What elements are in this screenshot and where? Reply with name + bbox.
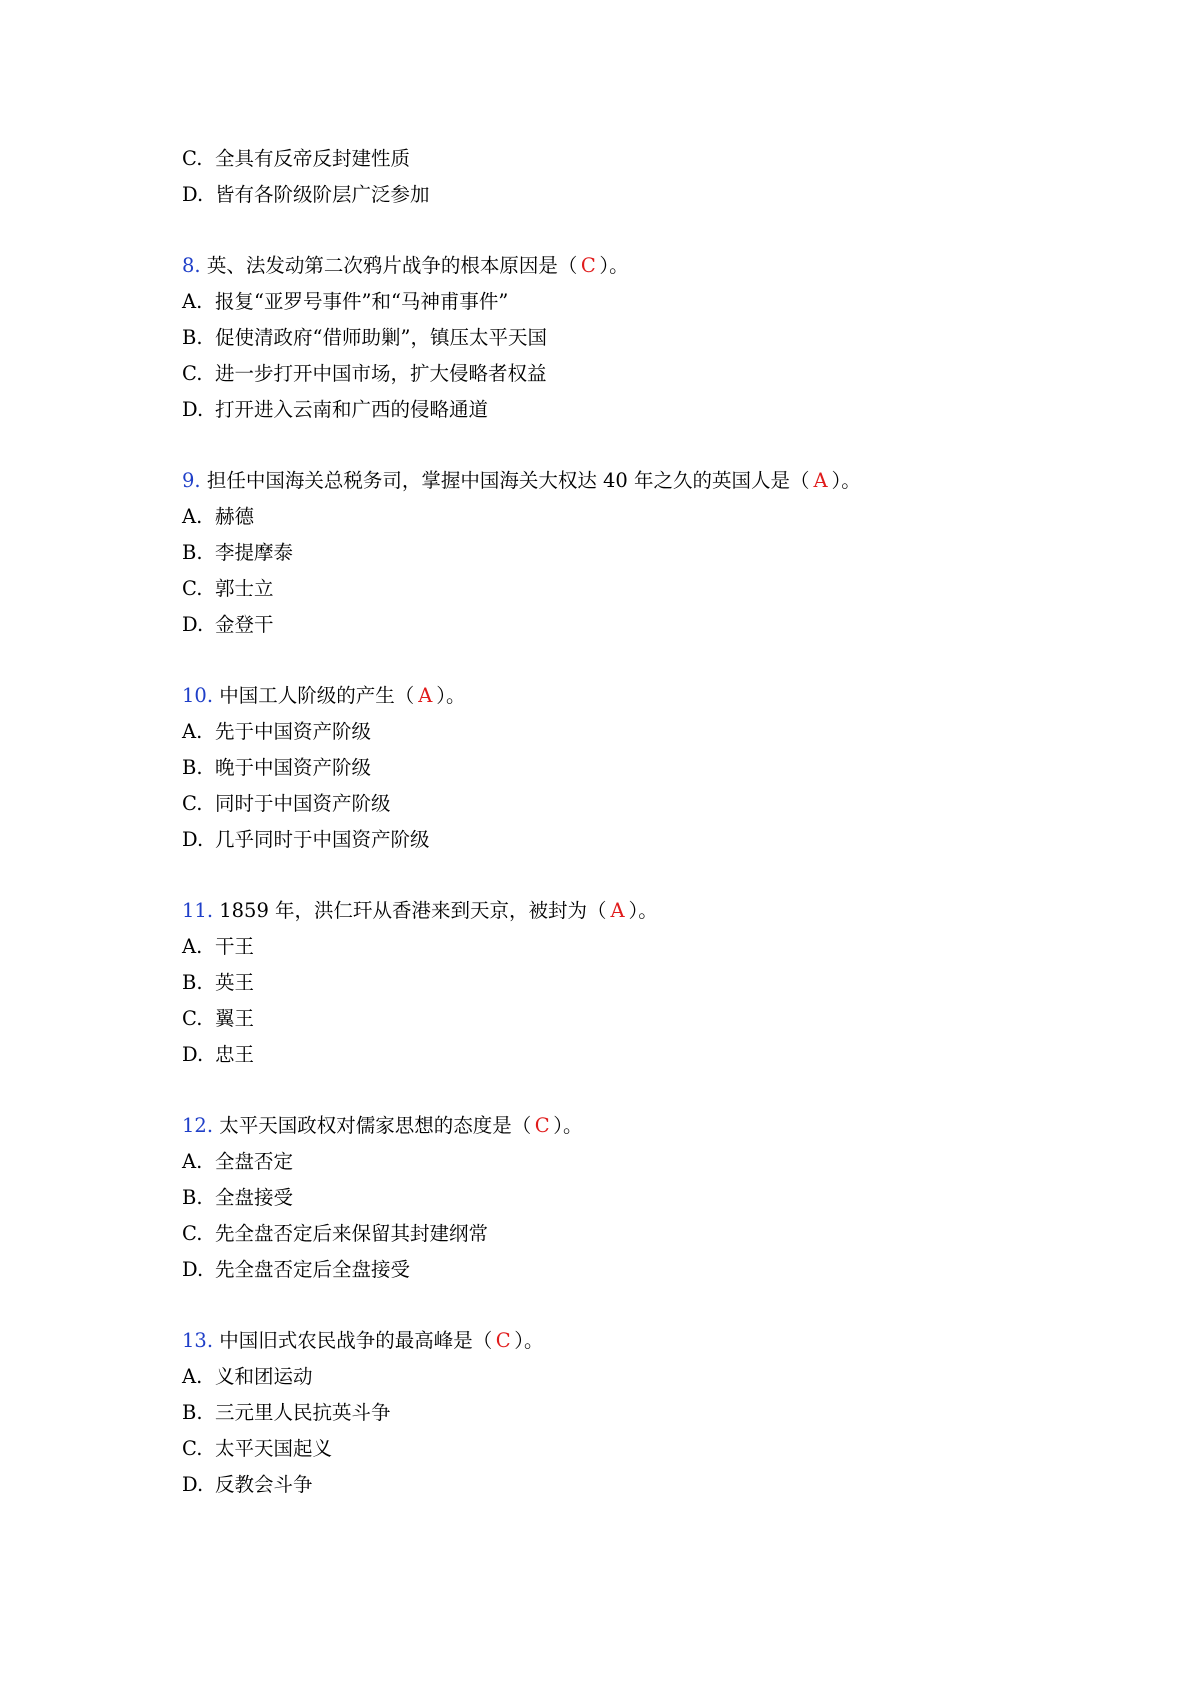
option-text: 全盘否定 — [215, 1150, 294, 1173]
option-b — [182, 1395, 1082, 1431]
question-11 — [182, 893, 1082, 1073]
option-label: C. — [182, 1222, 203, 1245]
option-d — [182, 1467, 1082, 1503]
option-text: 打开进入云南和广西的侵略通道 — [215, 398, 489, 421]
question-10 — [182, 678, 1082, 858]
option-label: B. — [182, 756, 203, 779]
question-number: 13. — [182, 1329, 214, 1352]
option-text: 三元里人民抗英斗争 — [215, 1401, 391, 1424]
question-text: 中国工人阶级的产生（ — [219, 684, 415, 707]
option-text: 晚于中国资产阶级 — [215, 756, 372, 779]
option-text: 进一步打开中国市场，扩大侵略者权益 — [215, 362, 547, 385]
question-stem — [182, 1108, 1082, 1144]
option-label: B. — [182, 541, 203, 564]
answer-mark: C — [534, 1114, 550, 1137]
question-text: 太平天国政权对儒家思想的态度是（ — [219, 1114, 532, 1137]
option-a — [182, 284, 1082, 320]
question-close: ）。 — [628, 899, 658, 922]
option-label: A. — [182, 1150, 203, 1173]
option-a — [182, 714, 1082, 750]
option-label: B. — [182, 1186, 203, 1209]
option-label: D. — [182, 398, 204, 421]
option-c — [182, 786, 1082, 822]
option-b — [182, 965, 1082, 1001]
question-close: ）。 — [599, 254, 629, 277]
question-9 — [182, 463, 1082, 643]
question-number: 12. — [182, 1114, 214, 1137]
option-label: D. — [182, 1473, 204, 1496]
question-stem — [182, 678, 1082, 714]
option-a — [182, 929, 1082, 965]
question-stem — [182, 893, 1082, 929]
option-label: D. — [182, 613, 204, 636]
option-b — [182, 1180, 1082, 1216]
option-text: 几乎同时于中国资产阶级 — [215, 828, 430, 851]
option-c — [182, 1216, 1082, 1252]
option-text: 李提摩泰 — [215, 541, 294, 564]
question-text: 英、法发动第二次鸦片战争的根本原因是（ — [206, 254, 578, 277]
question-stem — [182, 1323, 1082, 1359]
question-stem — [182, 463, 1082, 499]
option-label: C. — [182, 1007, 203, 1030]
option-text: 英王 — [215, 971, 255, 994]
option-label: C. — [182, 577, 203, 600]
option-label: A. — [182, 935, 203, 958]
question-number: 10. — [182, 684, 214, 707]
question-13 — [182, 1323, 1082, 1503]
option-a — [182, 1144, 1082, 1180]
option-text: 同时于中国资产阶级 — [215, 792, 391, 815]
option-text: 赫德 — [215, 505, 255, 528]
option-c — [182, 571, 1082, 607]
question-number: 11. — [182, 899, 214, 922]
option-label: A. — [182, 1365, 203, 1388]
option-text: 太平天国起义 — [215, 1437, 333, 1460]
option-label: A. — [182, 290, 203, 313]
answer-mark: A — [610, 899, 625, 922]
option-c — [182, 356, 1082, 392]
option-label: D. — [182, 828, 204, 851]
question-close: ）。 — [514, 1329, 544, 1352]
question-text: 中国旧式农民战争的最高峰是（ — [219, 1329, 493, 1352]
option-text: 先全盘否定后全盘接受 — [215, 1258, 411, 1281]
option-label: C. — [182, 147, 203, 170]
option-label: D. — [182, 1043, 204, 1066]
option-label: C. — [182, 1437, 203, 1460]
option-a — [182, 499, 1082, 535]
question-close: ）。 — [436, 684, 466, 707]
option-c — [182, 141, 1082, 177]
option-c — [182, 1431, 1082, 1467]
question-close: ）。 — [553, 1114, 583, 1137]
option-label: D. — [182, 183, 204, 206]
question-8 — [182, 248, 1082, 428]
question-text: 担任中国海关总税务司，掌握中国海关大权达 40 年之久的英国人是（ — [206, 469, 810, 492]
answer-mark: A — [418, 684, 433, 707]
option-c — [182, 1001, 1082, 1037]
option-label: B. — [182, 326, 203, 349]
answer-mark: A — [813, 469, 828, 492]
prev-question-options — [182, 141, 1082, 213]
option-label: A. — [182, 720, 203, 743]
option-d — [182, 1037, 1082, 1073]
option-text: 报复“亚罗号事件”和“马神甫事件” — [215, 290, 509, 313]
option-d — [182, 1252, 1082, 1288]
question-number: 9. — [182, 469, 201, 492]
option-text: 先全盘否定后来保留其封建纲常 — [215, 1222, 489, 1245]
option-label: B. — [182, 1401, 203, 1424]
question-number: 8. — [182, 254, 201, 277]
option-label: B. — [182, 971, 203, 994]
option-text: 金登干 — [215, 613, 274, 636]
exam-page — [182, 141, 1082, 1503]
option-d — [182, 177, 1082, 213]
option-d — [182, 607, 1082, 643]
option-text: 义和团运动 — [215, 1365, 313, 1388]
question-close: ）。 — [831, 469, 861, 492]
option-text: 干王 — [215, 935, 255, 958]
option-text: 先于中国资产阶级 — [215, 720, 372, 743]
option-text: 促使清政府“借师助剿”，镇压太平天国 — [215, 326, 547, 349]
option-text: 全盘接受 — [215, 1186, 294, 1209]
option-d — [182, 392, 1082, 428]
question-12 — [182, 1108, 1082, 1288]
option-text: 反教会斗争 — [215, 1473, 313, 1496]
option-a — [182, 1359, 1082, 1395]
answer-mark: C — [495, 1329, 511, 1352]
option-d — [182, 822, 1082, 858]
answer-mark: C — [580, 254, 596, 277]
option-label: D. — [182, 1258, 204, 1281]
option-label: A. — [182, 505, 203, 528]
option-text: 皆有各阶级阶层广泛参加 — [215, 183, 430, 206]
option-label: C. — [182, 362, 203, 385]
option-b — [182, 320, 1082, 356]
option-text: 郭士立 — [215, 577, 274, 600]
option-text: 翼王 — [215, 1007, 255, 1030]
option-b — [182, 535, 1082, 571]
option-text: 忠王 — [215, 1043, 255, 1066]
question-stem — [182, 248, 1082, 284]
question-text: 1859 年，洪仁玕从香港来到天京，被封为（ — [219, 899, 607, 922]
option-text: 全具有反帝反封建性质 — [215, 147, 411, 170]
option-b — [182, 750, 1082, 786]
option-label: C. — [182, 792, 203, 815]
